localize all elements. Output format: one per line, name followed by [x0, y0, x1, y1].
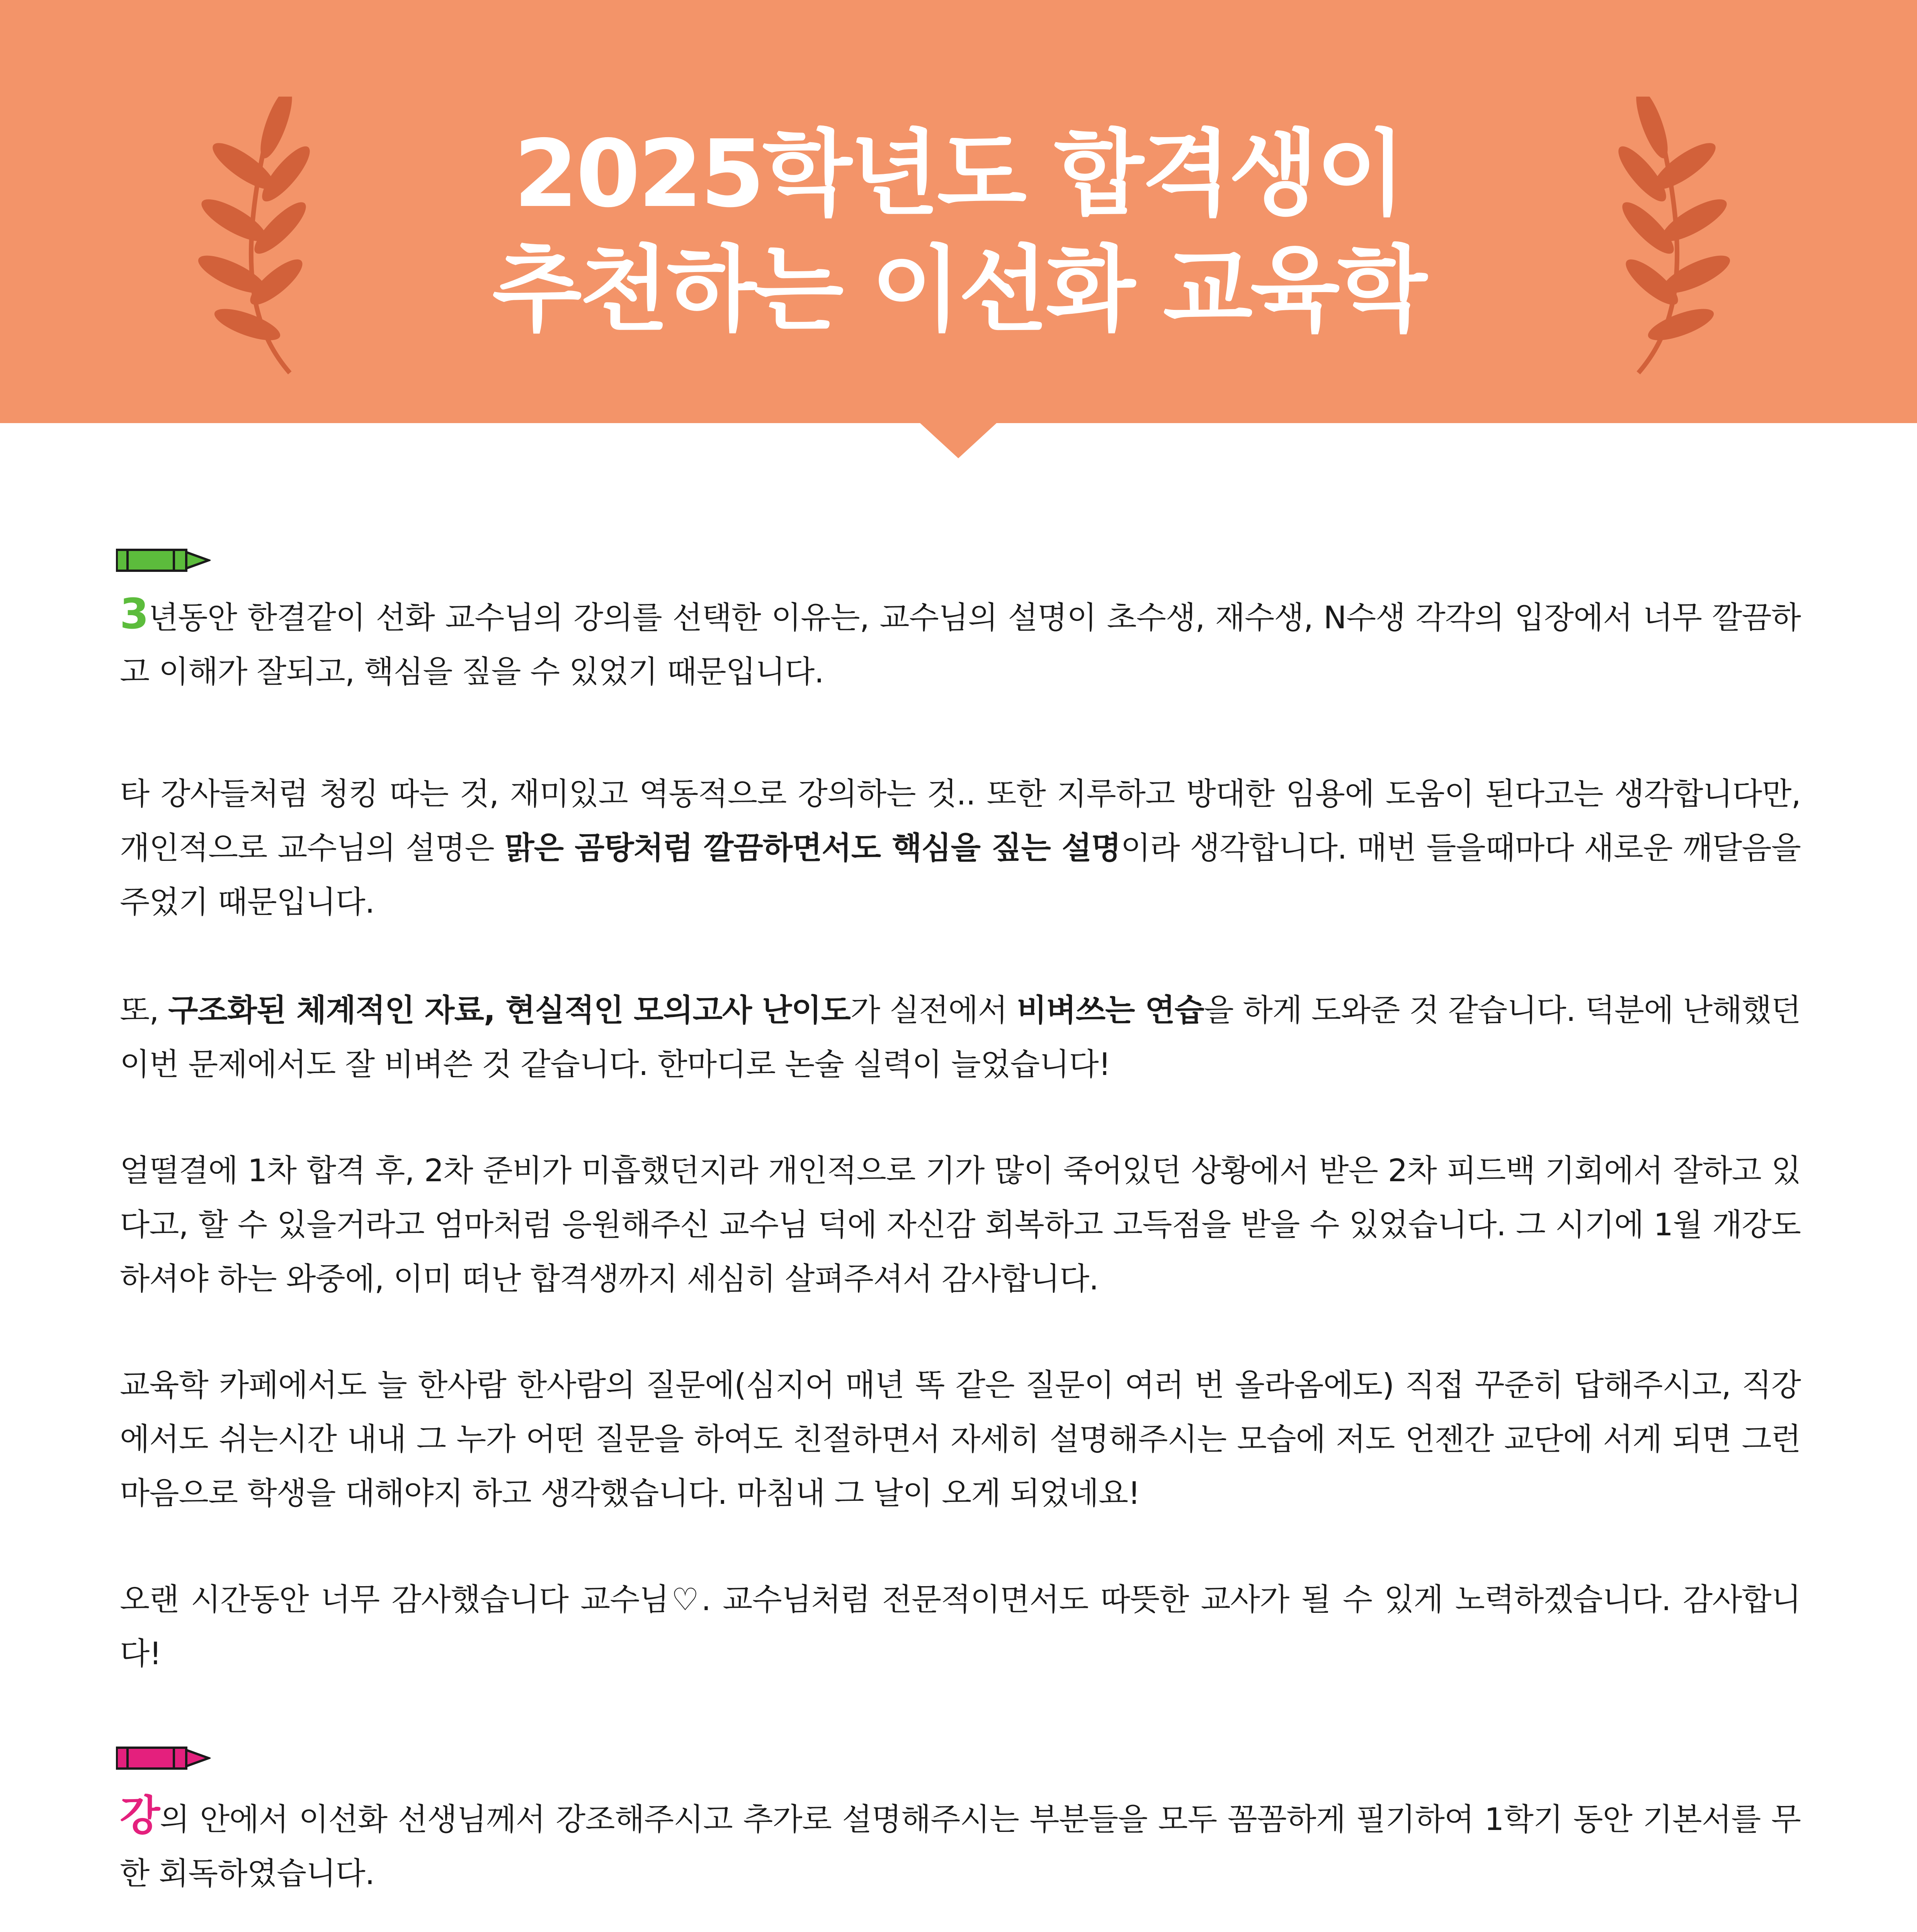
testimonial-1-paragraph-1: 3년동안 한결같이 선화 교수님의 강의를 선택한 이유는, 교수님의 설명이 초수생, 재수생, N수생 각각의 입장에서 너무 깔끔하고 이해가 잘되고, 핵심을 짚을 수 있었기 때문입니다.: [120, 590, 1801, 690]
green-crayon-icon: [116, 547, 211, 574]
header-notch: [920, 423, 997, 458]
testimonial-1-paragraph-2: 타 강사들처럼 청킹 따는 것, 재미있고 역동적으로 강의하는 것.. 또한 지루하고 방대한 임용에 도움이 된다고는 생각합니다만, 개인적으로 교수님의 설명은 맑은 곰탕처럼 깔끔하면서도 핵심을 짚는 설명이라 생각합니다. 매번 들을때마다 새로운 깨달음을 주었기 때문입니다.: [120, 776, 1801, 920]
testimonial-1-paragraph-4: 얼떨결에 1차 합격 후, 2차 준비가 미흡했던지라 개인적으로 기가 많이 죽어있던 상황에서 받은 2차 피드백 기회에서 잘하고 있다고, 할 수 있을거라고 엄마처럼 응원해주신 교수님 덕에 자신감 회복하고 고득점을 받을 수 있었습니다. 그 시기에 1월 개강도 하셔야 하는 와중에, 이미 떠난 합격생까지 세심히 살펴주셔서 감사합니다.: [120, 1153, 1801, 1297]
testimonial-1-paragraph-5: 교육학 카페에서도 늘 한사람 한사람의 질문에(심지어 매년 똑 같은 질문이 여러 번 올라옴에도) 직접 꾸준히 답해주시고, 직강에서도 쉬는시간 내내 그 누가 어떤 질문을 하여도 친절하면서 자세히 설명해주시는 모습에 저도 언젠간 교단에 서게 되면 그런 마음으로 학생을 대해야지 하고 생각했습니다. 마침내 그 날이 오게 되었네요!: [120, 1367, 1801, 1511]
title-line-2: 추천하는 이선화 교육학: [492, 236, 1425, 344]
testimonial-1-paragraph-3: 또, 구조화된 체계적인 자료, 현실적인 모의고사 난이도가 실전에서 비벼쓰는 연습을 하게 도와준 것 같습니다. 덕분에 난해했던 이번 문제에서도 잘 비벼쓴 것 같습니다. 한마디로 논술 실력이 늘었습니다!: [120, 992, 1801, 1082]
testimonial-1-paragraph-6: 오랜 시간동안 너무 감사했습니다 교수님♡. 교수님처럼 전문적이면서도 따뜻한 교사가 될 수 있게 노력하겠습니다. 감사합니다!: [120, 1582, 1801, 1672]
testimonial-2-paragraph-1: 강의 안에서 이선화 선생님께서 강조해주시고 추가로 설명해주시는 부분들을 모두 꼼꼼하게 필기하여 1학기 동안 기본서를 무한 회독하였습니다.: [120, 1792, 1801, 1891]
title-line-1: 2025학년도 합격생이: [514, 120, 1403, 228]
pink-crayon-icon: [116, 1745, 211, 1772]
page-title: [0, 116, 1917, 348]
